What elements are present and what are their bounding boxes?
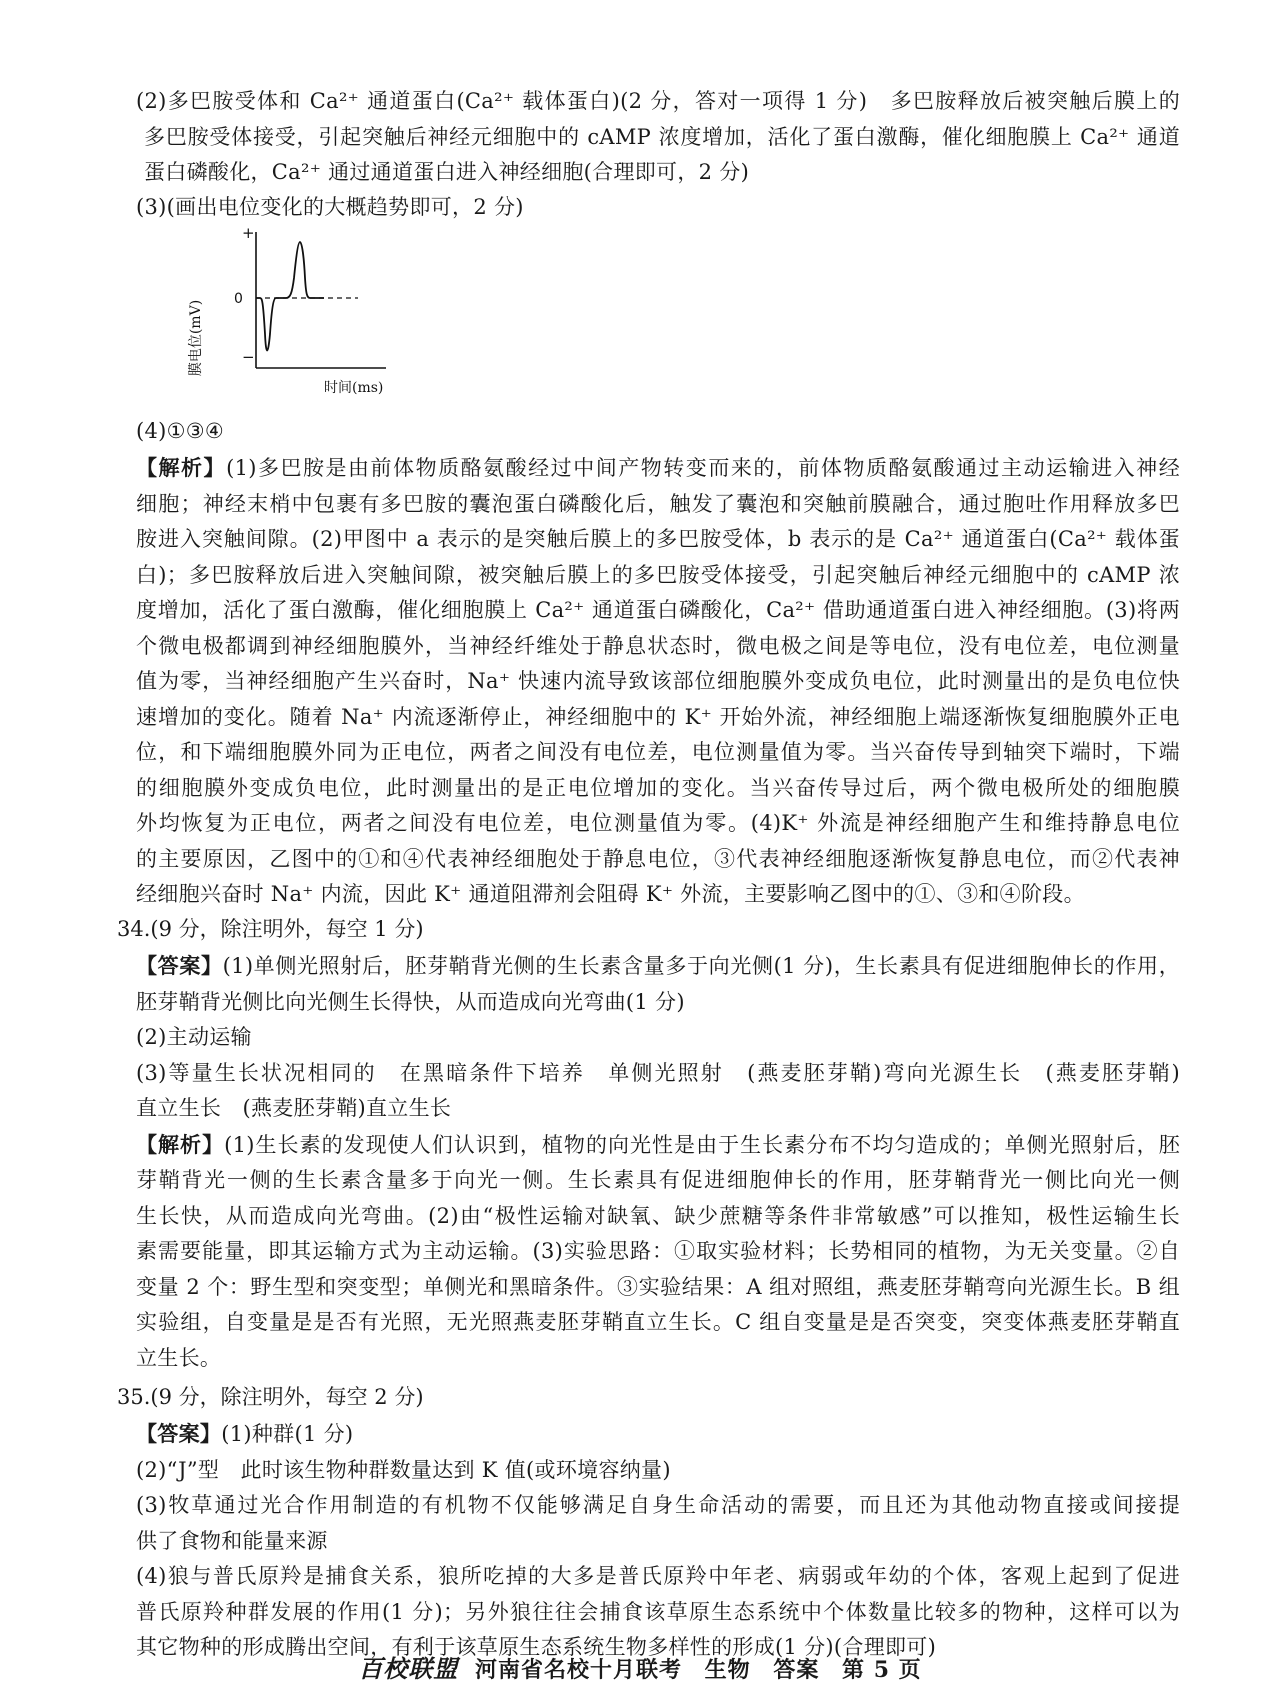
chart-svg [188, 224, 448, 408]
text-line: 变量 2 个：野生型和突变型；单侧光和黑暗条件。③实验结果：A 组对照组，燕麦胚芽鞘弯向光源生长。B 组 [136, 1274, 1180, 1299]
question-number: 35. [117, 1385, 151, 1409]
q34-answer [136, 948, 1180, 1376]
text-line: 的细胞膜外变成负电位，此时测量出的是正电位增加的变化。当兴奋传导过后，两个微电极所处的细胞膜 [136, 775, 1180, 800]
text-line: 芽鞘背光一侧的生长素含量多于向光一侧。生长素具有促进细胞伸长的作用，胚芽鞘背光一侧比向光一侧 [136, 1168, 1180, 1192]
question-score: (9 分，除注明外，每空 1 分) [150, 917, 424, 941]
text-line: 位，和下端细胞膜外同为正电位，两者之间没有电位差，电位测量值为零。当兴奋传导到轴突下端时，下端 [136, 740, 1180, 764]
exam-name: 河南省名校十月联考 [474, 1657, 682, 1683]
analysis-tag: 【解析】 [136, 1131, 225, 1157]
text-line: 其它物种的形成腾出空间，有利于该草原生态系统生物多样性的形成(1 分)(合理即可) [136, 1635, 937, 1659]
answer-tag: 【答案】 [136, 1421, 222, 1446]
text-line: 细胞；神经末梢中包裹有多巴胺的囊泡蛋白磷酸化后，触发了囊泡和突触前膜融合，通过胞吐作用释放多巴 [136, 491, 1180, 516]
text-line [136, 1127, 1180, 1164]
text-line: 蛋白磷酸化，Ca²⁺ 通过通道蛋白进入神经细胞(合理即可，2 分) [144, 160, 750, 184]
answer-tag: 【答案】 [136, 953, 223, 978]
text-line [136, 948, 1180, 985]
text-line: 的主要原因，乙图中的①和④代表神经细胞处于静息电位，③代表神经细胞逐渐恢复静息电位，而②代表神 [136, 846, 1180, 871]
question-number: 34. [117, 917, 151, 941]
text-line: (4)①③④ [136, 419, 225, 443]
potential-trace [256, 242, 324, 351]
text-line: 实验组，自变量是是否有光照，无光照燕麦胚芽鞘直立生长。C 组自变量是是否突变，突变体燕麦胚芽鞘直 [136, 1310, 1180, 1334]
answer-text: (1)单侧光照射后，胚芽鞘背光侧的生长素含量多于向光侧(1 分)，生长素具有促进细胞伸长的作用， [222, 954, 1180, 978]
answer-text: (1)种群(1 分) [221, 1422, 354, 1446]
text-line: (2)“J”型 此时该生物种群数量达到 K 值(或环境容纳量) [136, 1457, 671, 1482]
analysis-text: (1)多巴胺是由前体物质酪氨酸经过中间产物转变而来的，前体物质酪氨酸通过主动运输进入神经 [226, 456, 1180, 480]
q35-answer [136, 1416, 1180, 1666]
q34-header [117, 912, 424, 948]
page-footer [0, 1649, 1280, 1684]
q33-answer-4 [136, 414, 1180, 450]
ytick-minus: − [242, 348, 255, 366]
text-line: 胺进入突触间隙。(2)甲图中 a 表示的是突触后膜上的多巴胺受体，b 表示的是 Ca²⁺ 通道蛋白(Ca²⁺ 载体蛋 [136, 527, 1180, 551]
y-axis-label: 膜电位(mV) [188, 299, 204, 377]
subject: 生物 [704, 1657, 751, 1683]
membrane-potential-chart [188, 224, 448, 408]
text-line [136, 1416, 1180, 1453]
text-line: 立生长。 [136, 1345, 222, 1370]
ytick-zero: 0 [234, 291, 243, 307]
text-line: 速增加的变化。随着 Na⁺ 内流逐渐停止，神经细胞中的 K⁺ 开始外流，神经细胞上端逐渐恢复细胞膜外正电 [136, 704, 1180, 729]
text-line: 白)；多巴胺释放后进入突触间隙，被突触后膜上的多巴胺受体接受，引起突触后神经元细胞中的 cAMP 浓 [136, 562, 1180, 587]
text-line [136, 450, 1180, 487]
brand-logo: 百校联盟 [358, 1654, 459, 1683]
doc-kind: 答案 [773, 1657, 820, 1683]
text-line: 直立生长 (燕麦胚芽鞘)直立生长 [136, 1096, 452, 1120]
text-line: 素需要能量，即其运输方式为主动运输。(3)实验思路：①取实验材料；长势相同的植物，为无关变量。②自 [136, 1239, 1180, 1263]
text-line: (3)牧草通过光合作用制造的有机物不仅能够满足自身生命活动的需要，而且还为其他动物直接或间接提 [136, 1493, 1180, 1517]
text-line: (3)等量生长状况相同的 在黑暗条件下培养 单侧光照射 (燕麦胚芽鞘)弯向光源生长 (燕麦胚芽鞘) [136, 1060, 1180, 1085]
text-line: 经细胞兴奋时 Na⁺ 内流，因此 K⁺ 通道阻滞剂会阻碍 K⁺ 外流，主要影响乙图中的①、③和④阶段。 [136, 882, 1085, 906]
text-line: (4)狼与普氏原羚是捕食关系，狼所吃掉的大多是普氏原羚中年老、病弱或年幼的个体，客观上起到了促进 [136, 1564, 1180, 1588]
text-line: 多巴胺受体接受，引起突触后神经元细胞中的 cAMP 浓度增加，活化了蛋白激酶，催化细胞膜上 Ca²⁺ 通道 [144, 124, 1180, 149]
q33-answer-3 [136, 190, 1180, 226]
text-line: (2)多巴胺受体和 Ca²⁺ 通道蛋白(Ca²⁺ 载体蛋白)(2 分，答对一项得 1 分) 多巴胺释放后被突触后膜上的 [136, 89, 1180, 113]
text-line: 生长快，从而造成向光弯曲。(2)由“极性运输对缺氧、缺少蔗糖等条件非常敏感”可以推知，极性运输生长 [136, 1203, 1180, 1228]
text-line: 供了食物和能量来源 [136, 1528, 328, 1553]
text-line: (3)(画出电位变化的大概趋势即可，2 分) [136, 195, 524, 219]
text-line: 个微电极都调到神经细胞膜外，当神经纤维处于静息状态时，微电极之间是等电位，没有电位差，电位测量 [136, 633, 1180, 658]
q35-header [117, 1380, 424, 1416]
text-line: 外均恢复为正电位，两者之间没有电位差，电位测量值为零。(4)K⁺ 外流是神经细胞产生和维持静息电位 [136, 811, 1180, 835]
page-number: 第 5 页 [842, 1657, 922, 1683]
q33-analysis [136, 450, 1180, 913]
text-line: 胚芽鞘背光侧比向光侧生长得快，从而造成向光弯曲(1 分) [136, 989, 685, 1014]
analysis-text: (1)生长素的发现使人们认识到，植物的向光性是由于生长素分布不均匀造成的；单侧光照射后，胚 [224, 1132, 1180, 1157]
x-axis-label: 时间(ms) [324, 380, 384, 396]
q33-answer-2 [136, 84, 1180, 191]
text-line: (2)主动运输 [136, 1025, 252, 1049]
text-line: 普氏原羚种群发展的作用(1 分)；另外狼往往会捕食该草原生态系统中个体数量比较多的物种，这样可以为 [136, 1599, 1180, 1624]
text-line: 度增加，活化了蛋白激酶，催化细胞膜上 Ca²⁺ 通道蛋白磷酸化，Ca²⁺ 借助通道蛋白进入神经细胞。(3)将两 [136, 598, 1180, 622]
question-score: (9 分，除注明外，每空 2 分) [150, 1385, 424, 1409]
analysis-tag: 【解析】 [136, 455, 227, 480]
ytick-plus: + [242, 224, 255, 242]
text-line: 值为零，当神经细胞产生兴奋时，Na⁺ 快速内流导致该部位细胞膜外变成负电位，此时测量出的是负电位快 [136, 669, 1180, 693]
